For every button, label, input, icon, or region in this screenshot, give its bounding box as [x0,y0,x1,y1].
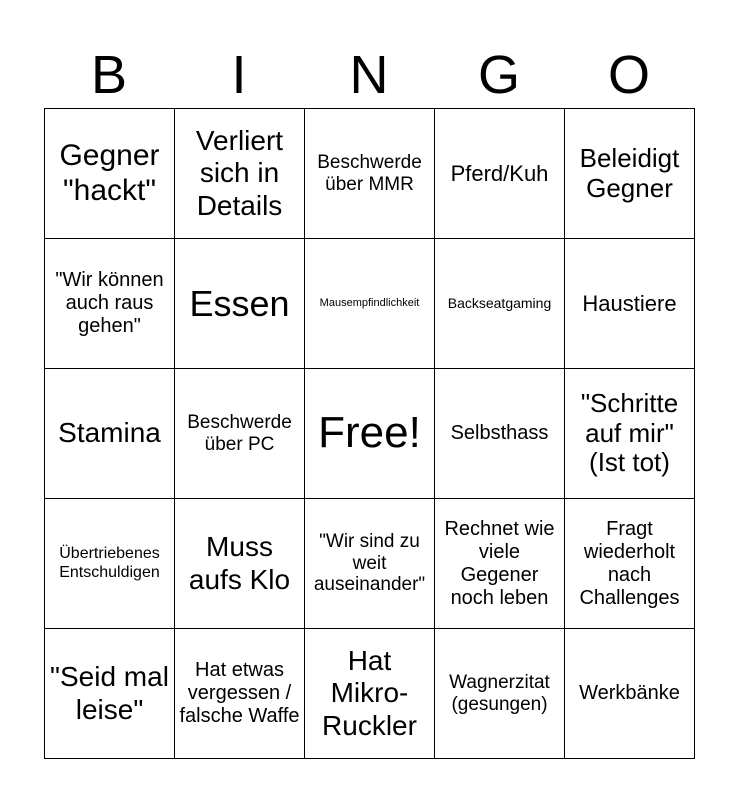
bingo-cell[interactable]: "Schritte auf mir" (Ist tot) [565,369,695,499]
bingo-cell[interactable]: Beleidigt Gegner [565,109,695,239]
bingo-cell[interactable]: Stamina [45,369,175,499]
bingo-cell[interactable]: Pferd/Kuh [435,109,565,239]
bingo-cell[interactable]: Muss aufs Klo [175,499,305,629]
bingo-cell[interactable]: Wagnerzitat (gesungen) [435,629,565,759]
bingo-cell[interactable]: Übertriebenes Entschuldigen [45,499,175,629]
bingo-cell[interactable]: Mausempfindlichkeit [305,239,435,369]
bingo-cell[interactable]: "Seid mal leise" [45,629,175,759]
bingo-cell[interactable]: Essen [175,239,305,369]
board-row-5 [45,629,695,759]
bingo-cell[interactable]: "Wir können auch raus gehen" [45,239,175,369]
bingo-cell[interactable]: Verliert sich in Details [175,109,305,239]
header-letter-o: O [607,45,650,105]
header-letter-n: N [349,45,389,105]
bingo-cell[interactable]: Backseatgaming [435,239,565,369]
bingo-cell[interactable]: Rechnet wie viele Gegener noch leben [435,499,565,629]
bingo-cell[interactable]: Hat etwas vergessen / falsche Waffe [175,629,305,759]
board-row-2 [45,239,695,369]
header-letter-i: I [231,45,247,105]
header-letter-b: B [90,45,128,105]
bingo-board [44,108,695,759]
bingo-cell[interactable]: Beschwerde über MMR [305,109,435,239]
bingo-cell[interactable]: Fragt wiederholt nach Challenges [565,499,695,629]
board-row-1 [45,109,695,239]
bingo-cell[interactable]: Selbsthass [435,369,565,499]
bingo-cell[interactable]: "Wir sind zu weit auseinander" [305,499,435,629]
board-row-4 [45,499,695,629]
board-row-3 [45,369,695,499]
header-letter-g: G [477,45,520,105]
free-space-cell[interactable]: Free! [305,369,435,499]
bingo-cell[interactable]: Gegner "hackt" [45,109,175,239]
bingo-cell[interactable]: Werkbänke [565,629,695,759]
bingo-cell[interactable]: Haustiere [565,239,695,369]
bingo-header [44,42,694,108]
bingo-cell[interactable]: Hat Mikro-Ruckler [305,629,435,759]
bingo-cell[interactable]: Beschwerde über PC [175,369,305,499]
